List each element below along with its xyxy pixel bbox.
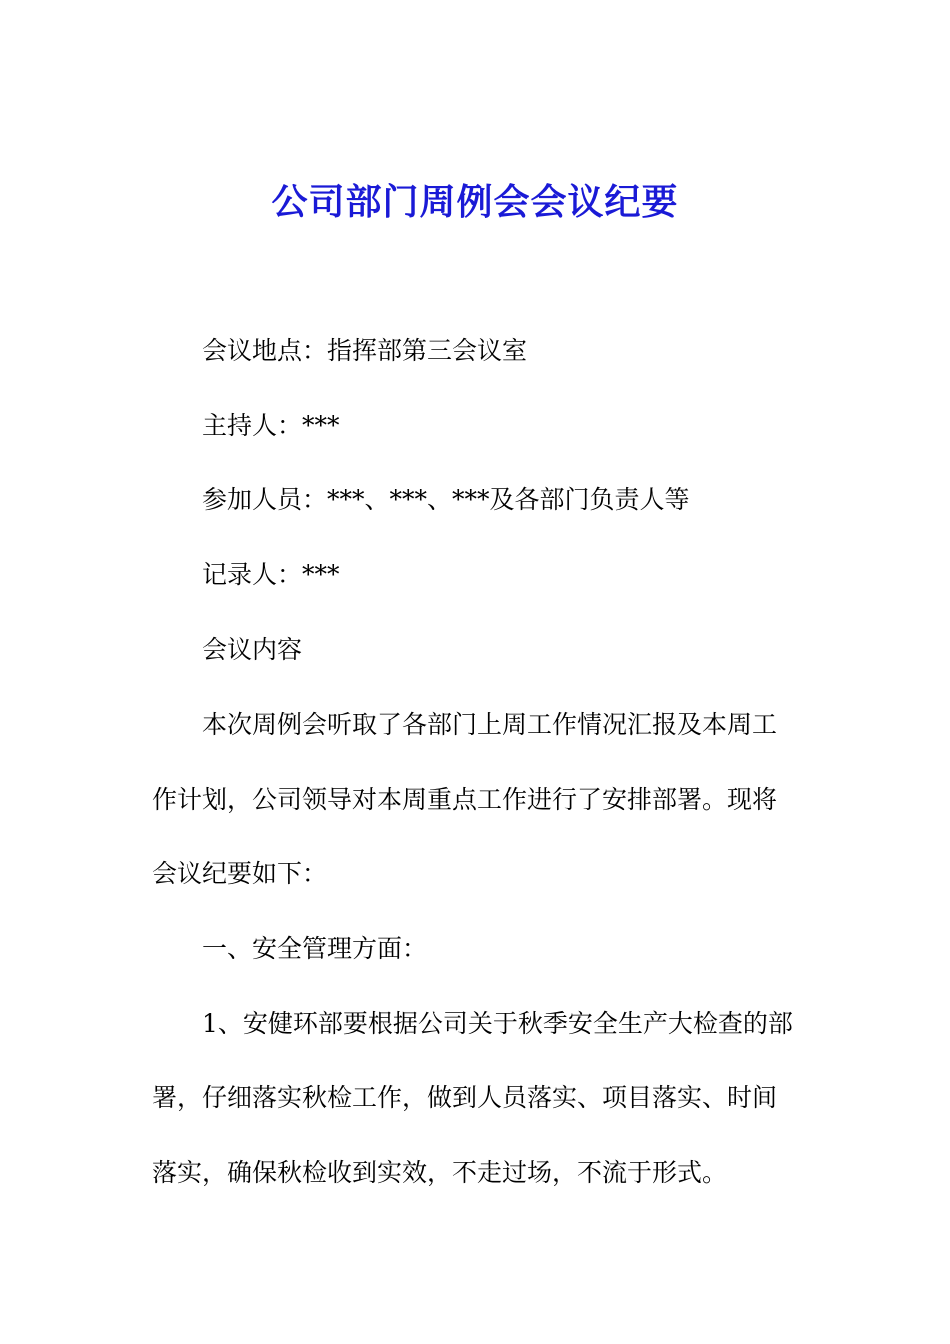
item-paragraph-line: 落实，确保秋检收到实效，不走过场，不流于形式。 [152,1158,728,1187]
intro-paragraph-line: 会议纪要如下： [152,859,328,888]
intro-paragraph-line: 作计划，公司领导对本周重点工作进行了安排部署。现将 [152,785,778,814]
item-paragraph-line: 署，仔细落实秋检工作，做到人员落实、项目落实、时间 [152,1083,778,1112]
document-title: 公司部门周例会会议纪要 [271,181,679,223]
content-heading: 会议内容 [202,635,303,664]
meeting-attendees: 参加人员：***、***、***及各部门负责人等 [202,485,690,514]
meeting-host: 主持人：*** [202,411,340,440]
intro-paragraph-line: 本次周例会听取了各部门上周工作情况汇报及本周工 [202,710,778,739]
item-paragraph-line: 1、安健环部要根据公司关于秋季安全生产大检查的部 [202,1009,793,1038]
meeting-location: 会议地点：指挥部第三会议室 [202,336,528,365]
meeting-recorder: 记录人：*** [202,560,340,589]
section-heading: 一、安全管理方面： [202,934,428,963]
